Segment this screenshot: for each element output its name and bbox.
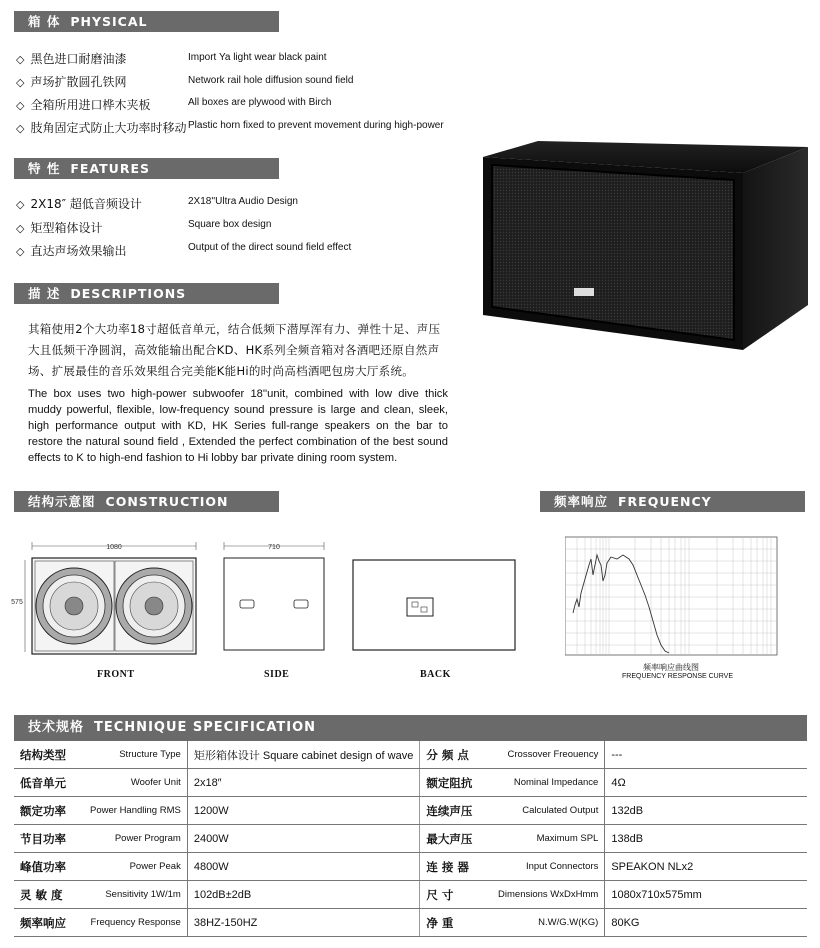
spec-header	[14, 715, 807, 741]
spec-label-en: Power Peak	[84, 853, 187, 881]
physical-item-cn: 黑色进口耐磨油漆	[30, 52, 127, 66]
frequency-header	[540, 491, 805, 530]
spec-label-cn: 最大声压	[420, 825, 483, 853]
frequency-response-graph	[565, 535, 781, 659]
spec-label-en: Dimensions WxDxHmm	[482, 881, 605, 909]
width-dimension: 1080	[106, 544, 122, 551]
physical-item: ◇ 肢角固定式防止大功率时移动	[16, 121, 187, 135]
spec-value: ---	[605, 741, 807, 769]
frequency-header-cn: 频率响应	[554, 494, 609, 509]
frequency-header-en: FREQUENCY RESPONSE	[554, 494, 712, 530]
physical-header-cn: 箱 体	[28, 14, 61, 29]
descriptions-header	[14, 283, 279, 304]
spec-value: SPEAKON NLx2	[605, 853, 807, 881]
spec-value: 1080x710x575mm	[605, 881, 807, 909]
features-header-cn: 特 性	[28, 161, 61, 176]
spec-label-cn: 频率响应	[14, 909, 84, 937]
spec-label-cn: 净 重	[420, 909, 483, 937]
physical-item: ◇ 声场扩散圆孔铁网	[16, 75, 127, 89]
feature-item: ◇ 矩型箱体设计	[16, 221, 103, 235]
spec-label-cn: 额定功率	[14, 797, 84, 825]
description-en: The box uses two high-power subwoofer 18''unit, combined with low dive thick muddy powerful, flexible, low-frequency sound pressure is large and clean, sleek, high performance output with KD, HK Series full-range speakers on the bar to restore the natural sound field , Extended the perfect combination of the best sound effects to K to high-end fashion to Hi lobby bar private dining room system.	[28, 388, 448, 464]
frequency-caption-cn: 频率响应曲线图	[643, 663, 699, 672]
feature-item-en: Output of the direct sound field effect	[188, 242, 352, 253]
physical-header	[14, 11, 279, 32]
side-label: SIDE	[264, 669, 290, 680]
feature-item-cn: 直达声场效果输出	[30, 244, 127, 258]
spec-label-en: Sensitivity 1W/1m	[84, 881, 187, 909]
physical-item: ◇ 黑色进口耐磨油漆	[16, 52, 127, 66]
physical-item: ◇ 全箱所用进口桦木夹板	[16, 98, 151, 112]
frequency-caption-en: FREQUENCY RESPONSE CURVE	[622, 673, 733, 680]
spec-row	[14, 881, 807, 909]
spec-label-en: Calculated Output	[482, 797, 605, 825]
spec-label-cn: 额定阻抗	[420, 769, 483, 797]
physical-item-en: Network rail hole diffusion sound field	[188, 75, 354, 86]
spec-label-cn: 分 频 点	[420, 741, 483, 769]
spec-label-cn: 节目功率	[14, 825, 84, 853]
spec-row	[14, 909, 807, 937]
spec-row	[14, 741, 807, 769]
physical-header-en: PHYSICAL	[70, 14, 148, 29]
front-label: FRONT	[97, 669, 135, 680]
spec-row	[14, 825, 807, 853]
spec-value: 1200W	[187, 797, 420, 825]
brand-logo-plate	[574, 288, 594, 296]
physical-item-en: Import Ya light wear black paint	[188, 52, 327, 63]
features-header-en: FEATURES	[70, 161, 150, 176]
spec-label-cn: 结构类型	[14, 741, 84, 769]
spec-value: 80KG	[605, 909, 807, 937]
spec-row	[14, 853, 807, 881]
construction-header-en: CONSTRUCTION DRAWING	[28, 494, 229, 530]
feature-item-cn: 矩型箱体设计	[30, 221, 103, 235]
spec-label-en: Maximum SPL	[482, 825, 605, 853]
back-label: BACK	[420, 669, 451, 680]
side-view-drawing	[222, 540, 326, 652]
construction-header	[14, 491, 279, 530]
spec-label-cn: 灵 敏 度	[14, 881, 84, 909]
physical-item-en: Plastic horn fixed to prevent movement during high-power	[188, 120, 444, 131]
front-view-drawing	[10, 538, 200, 660]
description-cn: 其箱使用2个大功率18寸超低音单元，结合低频下潜厚浑有力、弹性十足、声压大且低频干净圆润，高效能输出配合KD、HK系列全频音箱对各酒吧还原自然声场、扩展最佳的音乐效果组合完美能K能Hi的时尚高档酒吧包房大厅系统。	[28, 322, 441, 378]
spec-header-cn: 技术规格	[28, 720, 85, 735]
physical-item-cn: 全箱所用进口桦木夹板	[30, 98, 151, 112]
spec-label-en: Frequency Response	[84, 909, 187, 937]
spec-label-cn: 峰值功率	[14, 853, 84, 881]
spec-table	[14, 741, 807, 937]
spec-header-en: TECHNIQUE SPECIFICATION	[94, 720, 317, 735]
spec-label-cn: 连续声压	[420, 797, 483, 825]
spec-value: 102dB±2dB	[187, 881, 420, 909]
feature-item-en: Square box design	[188, 219, 272, 230]
spec-label-en: N.W/G.W(KG)	[482, 909, 605, 937]
spec-label-en: Nominal Impedance	[482, 769, 605, 797]
descriptions-header-cn: 描 述	[28, 286, 61, 301]
descriptions-header-en: DESCRIPTIONS	[70, 286, 187, 301]
depth-dimension: 710	[268, 544, 280, 551]
spec-label-en: Power Handling RMS	[84, 797, 187, 825]
spec-value: 138dB	[605, 825, 807, 853]
spec-value: 132dB	[605, 797, 807, 825]
spec-label-cn: 连 接 器	[420, 853, 483, 881]
speaker-product-image	[478, 135, 808, 360]
physical-item-en: All boxes are plywood with Birch	[188, 97, 332, 108]
spec-value: 矩形箱体设计 Square cabinet design of wave	[187, 741, 420, 769]
spec-value: 38HZ-150HZ	[187, 909, 420, 937]
feature-item: ◇ 直达声场效果输出	[16, 244, 127, 258]
spec-label-cn: 低音单元	[14, 769, 84, 797]
spec-value: 2x18″	[187, 769, 420, 797]
construction-header-cn: 结构示意图	[28, 494, 96, 509]
spec-label-en: Crossover Freouency	[482, 741, 605, 769]
physical-item-cn: 肢角固定式防止大功率时移动	[30, 121, 187, 135]
features-header	[14, 158, 279, 179]
spec-label-en: Input Connectors	[482, 853, 605, 881]
feature-item-cn: 2X18″ 超低音频设计	[30, 197, 142, 211]
spec-value: 4Ω	[605, 769, 807, 797]
spec-value: 4800W	[187, 853, 420, 881]
spec-label-en: Power Program	[84, 825, 187, 853]
feature-item-en: 2X18''Ultra Audio Design	[188, 196, 298, 207]
spec-label-en: Woofer Unit	[84, 769, 187, 797]
spec-row	[14, 797, 807, 825]
spec-label-en: Structure Type	[84, 741, 187, 769]
height-dimension: 575	[11, 599, 23, 606]
feature-item: ◇ 2X18″ 超低音频设计	[16, 197, 142, 211]
back-view-drawing	[351, 558, 517, 652]
spec-label-cn: 尺 寸	[420, 881, 483, 909]
spec-row	[14, 769, 807, 797]
physical-item-cn: 声场扩散圆孔铁网	[30, 75, 127, 89]
spec-value: 2400W	[187, 825, 420, 853]
